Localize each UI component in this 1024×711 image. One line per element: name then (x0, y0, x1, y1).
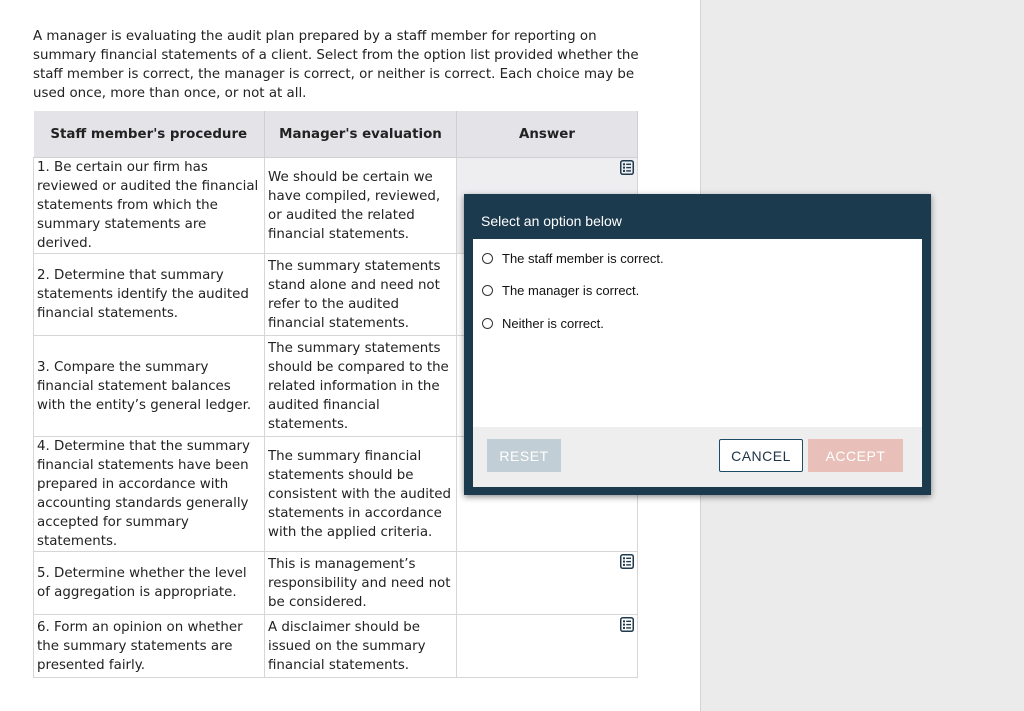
evaluation-cell: The summary statements stand alone and need not refer to the audited financial statements. (265, 254, 457, 336)
procedure-cell: 2. Determine that summary statements identify the audited financial statements. (34, 254, 265, 336)
answer-cell[interactable] (457, 615, 638, 678)
evaluation-cell: We should be certain we have compiled, reviewed, or audited the related financial statements. (265, 158, 457, 254)
evaluation-cell: This is management’s responsibility and need not be considered. (265, 552, 457, 615)
option-label: Neither is correct. (502, 316, 604, 331)
dialog-footer (473, 427, 922, 487)
column-header-evaluation: Manager's evaluation (265, 111, 457, 158)
answer-cell[interactable] (457, 552, 638, 615)
option-label: The staff member is correct. (502, 251, 664, 266)
table-row (34, 615, 638, 678)
radio-button[interactable] (482, 285, 493, 296)
table-row (34, 552, 638, 615)
list-icon[interactable] (620, 160, 634, 175)
list-icon[interactable] (620, 554, 634, 569)
evaluation-cell: The summary statements should be compared to the related information in the audited financial statements. (265, 336, 457, 437)
column-header-procedure: Staff member's procedure (34, 111, 265, 158)
radio-button[interactable] (482, 253, 493, 264)
procedure-cell: 6. Form an opinion on whether the summary statements are presented fairly. (34, 615, 265, 678)
table-header-row (34, 111, 638, 158)
accept-button[interactable]: ACCEPT (808, 439, 903, 472)
procedure-cell: 5. Determine whether the level of aggregation is appropriate. (34, 552, 265, 615)
procedure-cell: 1. Be certain our firm has reviewed or audited the financial statements from which the summary statements are derived. (34, 158, 265, 254)
procedure-cell: 3. Compare the summary financial statement balances with the entity’s general ledger. (34, 336, 265, 437)
question-instructions: A manager is evaluating the audit plan prepared by a staff member for reporting on summary financial statements of a client. Select from the option list provided whether the staff member is correct, the manager is correct, or neither is correct. Each choice may be used once, more than once, or not at all. (33, 29, 639, 101)
evaluation-cell: The summary financial statements should be consistent with the audited statements in accordance with the applied criteria. (265, 437, 457, 552)
option-staff-correct[interactable] (482, 251, 664, 266)
list-icon[interactable] (620, 617, 634, 632)
option-neither-correct[interactable] (482, 316, 604, 331)
dialog-title: Select an option below (481, 213, 622, 229)
option-label: The manager is correct. (502, 283, 640, 298)
radio-button[interactable] (482, 318, 493, 329)
reset-button[interactable]: RESET (487, 439, 561, 472)
evaluation-cell: A disclaimer should be issued on the summary financial statements. (265, 615, 457, 678)
cancel-button[interactable]: CANCEL (719, 439, 803, 472)
column-header-answer: Answer (457, 111, 638, 158)
dialog-options-list (473, 239, 922, 427)
option-picker-dialog (464, 194, 931, 495)
option-manager-correct[interactable] (482, 283, 639, 298)
procedure-cell: 4. Determine that the summary financial statements have been prepared in accordance with accounting standards generally accepted for summary statements. (34, 437, 265, 552)
